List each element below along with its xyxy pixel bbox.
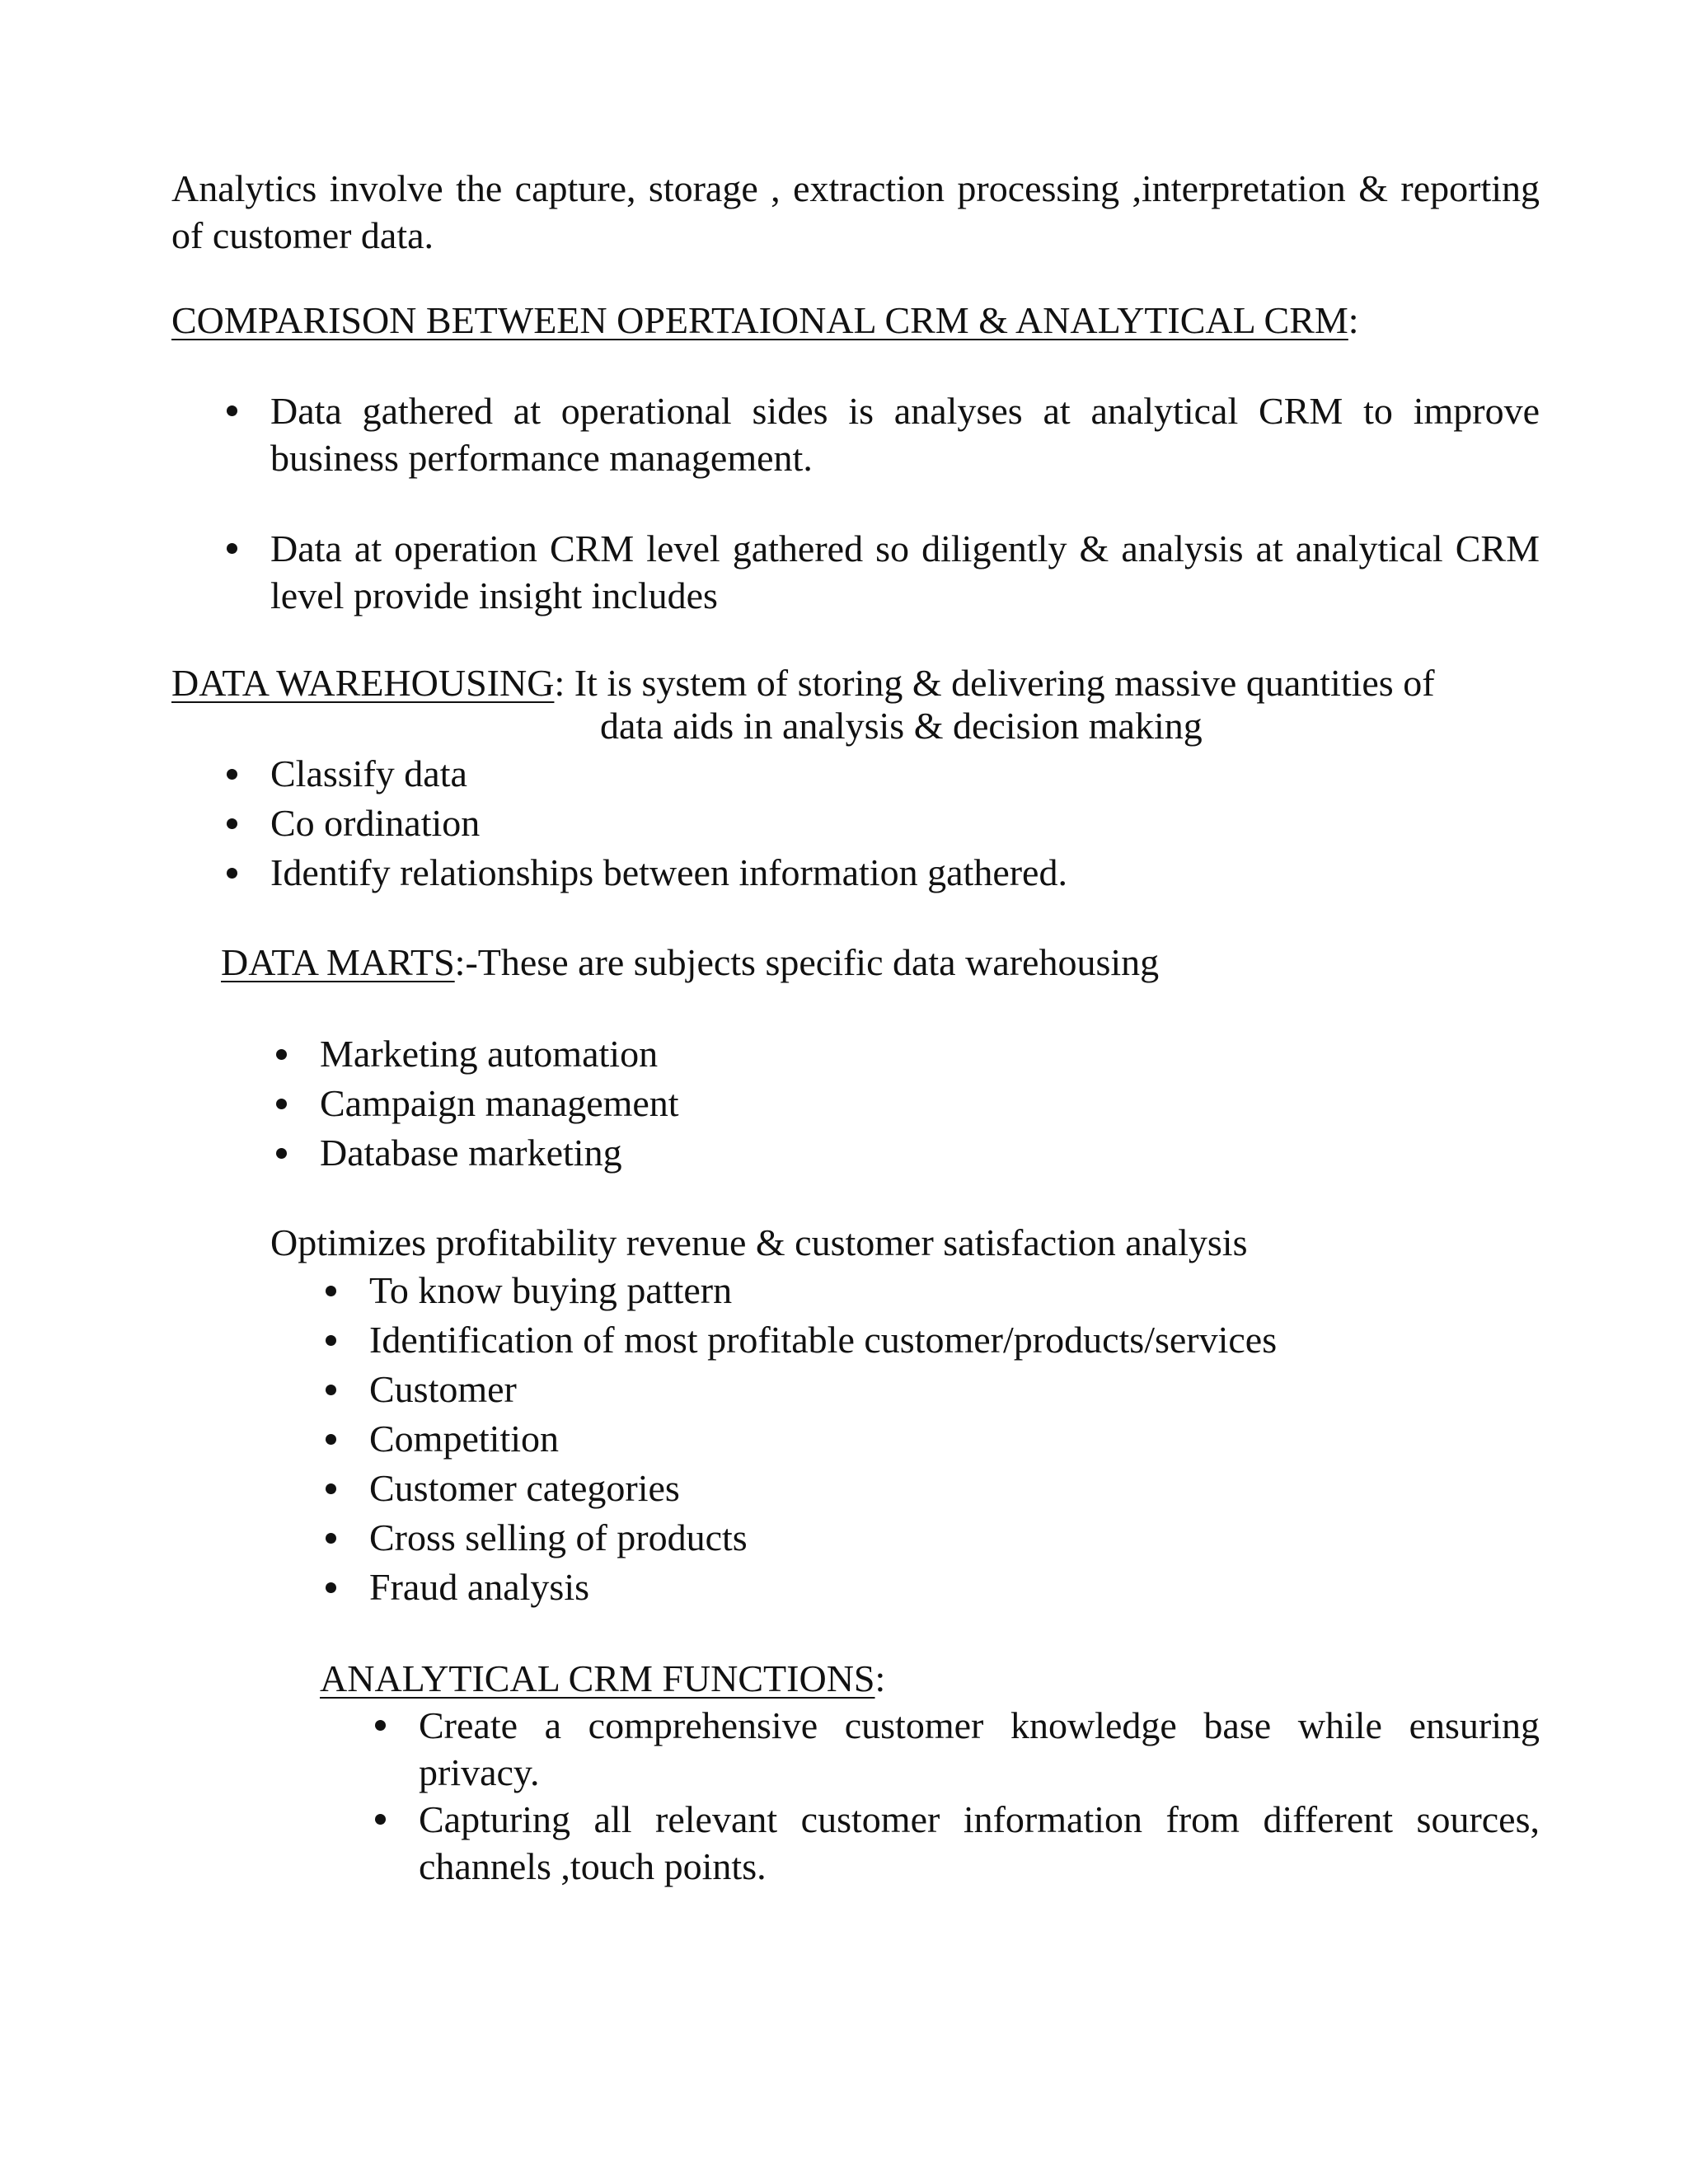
list-item (270, 387, 1540, 481)
data-marts-heading (221, 939, 1540, 986)
list-item-text: Competition (369, 1418, 559, 1460)
list-item-text: Customer (369, 1368, 517, 1410)
bullet-icon (326, 1335, 336, 1346)
analytical-functions-heading-text: ANALYTICAL CRM FUNCTIONS (320, 1657, 875, 1699)
list-item (270, 848, 1540, 898)
data-warehousing-heading (171, 659, 1573, 706)
list-item-text: To know buying pattern (369, 1269, 733, 1311)
list-item (320, 1079, 1540, 1128)
list-item-text: Database marketing (320, 1132, 622, 1174)
data-marts-list (320, 1029, 1540, 1178)
list-item-text: Identification of most profitable customer/products/services (369, 1319, 1278, 1361)
list-item (369, 1365, 1540, 1414)
list-item-text: Campaign management (320, 1082, 679, 1124)
comparison-heading-colon: : (1348, 299, 1359, 341)
list-item-text: Marketing automation (320, 1033, 659, 1075)
bullet-icon (326, 1434, 336, 1445)
list-item (270, 799, 1540, 848)
bullet-icon (326, 1286, 336, 1296)
bullet-icon (276, 1148, 287, 1159)
list-item (270, 749, 1540, 799)
list-item-text: Customer categories (369, 1467, 680, 1509)
optimizes-text: Optimizes profitability revenue & customer satisfaction analysis (270, 1221, 1248, 1263)
list-item-text: Classify data (270, 752, 467, 794)
comparison-list (270, 387, 1540, 619)
list-item (419, 1796, 1540, 1890)
list-item-text: Identify relationships between information gathered. (270, 851, 1067, 893)
bullet-icon (326, 1582, 336, 1593)
list-item (369, 1414, 1540, 1464)
list-item-text: Fraud analysis (369, 1566, 590, 1608)
list-item (369, 1513, 1540, 1563)
list-item (369, 1563, 1540, 1612)
data-warehousing-text-line2: data aids in analysis & decision making (600, 705, 1203, 747)
bullet-icon (276, 1049, 287, 1060)
analytical-functions-heading (320, 1655, 1540, 1702)
list-item (369, 1315, 1540, 1365)
bullet-icon (227, 868, 237, 879)
data-warehousing-heading-text: DATA WAREHOUSING (171, 662, 555, 704)
data-warehousing-text-line1: : It is system of storing & delivering massive quantities of (554, 662, 1435, 704)
list-item-text: Capturing all relevant customer information from different sources, channels ,touch points. (419, 1798, 1540, 1887)
list-item-text: Data at operation CRM level gathered so diligently & analysis at analytical CRM level provide insight includes (270, 527, 1540, 616)
bullet-icon (276, 1099, 287, 1109)
bullet-icon (375, 1814, 386, 1825)
list-item (369, 1266, 1540, 1315)
list-item-text: Cross selling of products (369, 1516, 748, 1558)
bullet-icon (326, 1385, 336, 1395)
bullet-icon (227, 769, 237, 780)
bullet-icon (326, 1483, 336, 1494)
list-item (320, 1128, 1540, 1178)
list-item (320, 1029, 1540, 1079)
comparison-heading (171, 297, 1573, 344)
list-item-text: Co ordination (270, 802, 481, 844)
optimizes-list (369, 1266, 1540, 1612)
bullet-icon (326, 1533, 336, 1544)
list-item-text: Create a comprehensive customer knowledge base while ensuring privacy. (419, 1704, 1540, 1793)
list-item-text: Data gathered at operational sides is analyses at analytical CRM to improve business performance management. (270, 390, 1540, 479)
list-item (369, 1464, 1540, 1513)
data-warehousing-list (270, 749, 1540, 898)
intro-paragraph: Analytics involve the capture, storage , extraction processing ,interpretation & reporting of customer data. (171, 167, 1540, 256)
comparison-heading-text: COMPARISON BETWEEN OPERTAIONAL CRM & ANALYTICAL CRM (171, 299, 1348, 341)
data-marts-heading-text: DATA MARTS (221, 941, 455, 983)
bullet-icon (227, 405, 237, 416)
bullet-icon (375, 1720, 386, 1731)
analytical-functions-heading-colon: : (874, 1657, 886, 1699)
analytical-functions-list (419, 1702, 1540, 1890)
bullet-icon (227, 543, 237, 554)
data-marts-text: :-These are subjects specific data warehousing (454, 941, 1160, 983)
list-item (270, 525, 1540, 619)
bullet-icon (227, 818, 237, 829)
list-item (419, 1702, 1540, 1796)
